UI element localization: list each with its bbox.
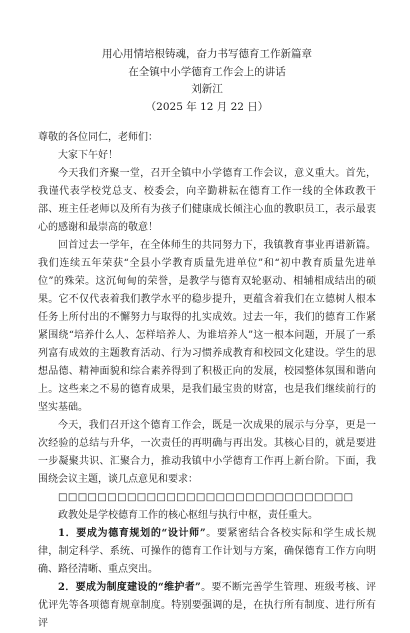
speech-date: （2025 年 12 月 22 日） — [145, 100, 269, 113]
point-2-body: 。要不断完善学生管理、班级考核、评优评先等各项德育规章制度。特别要强调的是，在执行所有制度、进行所有评 — [38, 582, 377, 629]
placeholder-box-row: □□□□□□□□□□□□□□□□□□□□□□□□□□□□□□ — [58, 492, 354, 503]
point-2-heading: 2．要成为制度建设的“维护者” — [58, 582, 201, 593]
paragraph-office-role: 政教处是学校德育工作的核心枢纽与执行中枢，责任重大。 — [58, 510, 318, 521]
salute-line: 大家下午好！ — [58, 150, 118, 161]
point-1-heading: 1．要成为德育规划的“设计师” — [58, 528, 206, 539]
author-name: 刘新江 — [191, 83, 223, 95]
paragraph-opening: 今天我们齐聚一堂，召开全镇中小学德育工作会议，意义重大。首先，我谨代表学校党总支、校委会，向辛勤耕耘在德育工作一线的全体政教干部、班主任老师以及所有为孩子们健康成长倾注心血的教职员工，表示最衷心的感谢和最崇高的敬意！ — [38, 168, 376, 233]
title-line-1: 用心用情培根铸魂，奋力书写德育工作新篇章 — [102, 48, 312, 60]
paragraph-review: 回首过去一学年，在全体师生的共同努力下，我镇教育事业再谱新篇。我们连续五年荣获“全县小学教育质量先进单位”和“初中教育质量先进单位”的殊荣。这沉甸甸的荣誉，是教学与德育双轮驱动、相辅相成结出的硕果。它不仅代表着我们教学水平的稳步提升，更蕴含着我们在立德树人根本任务上所付出的不懈努力与取得的扎实成效。过去一年，我们的德育工作紧紧围绕“培养什么人、怎样培养人、为谁培养人”这一根本问题，开展了一系列富有成效的主题教育活动、行为习惯养成教育和校园文化建设。学生的思想品德、精神面貌和综合素养得到了积极正向的发展，校园整体氛围和谐向上。这些来之不易的德育成果，是我们最宝贵的财富，也是我们继续前行的坚实基础。 — [38, 240, 376, 413]
document-header — [38, 0, 376, 116]
greeting-line: 尊敬的各位同仁，老师们： — [38, 132, 158, 143]
point-1-body: 。要紧密结合各校实际和学生成长规律，制定科学、系统、可操作的德育工作计划与方案，确保德育工作方向明确、路径清晰、重点突出。 — [38, 528, 376, 575]
paragraph-purpose: 今天，我们召开这个德育工作会，既是一次成果的展示与分享，更是一次经验的总结与升华，一次责任的再明确与再出发。其核心目的，就是要进一步凝聚共识、汇聚合力，推动我镇中小学德育工作再上新台阶。下面，我围绕会议主题，谈几点意见和要求： — [38, 420, 376, 485]
title-line-2: 在全镇中小学德育工作会上的讲话 — [128, 65, 286, 78]
paragraph-point-1 — [38, 525, 376, 579]
paragraph-point-2 — [38, 579, 376, 633]
